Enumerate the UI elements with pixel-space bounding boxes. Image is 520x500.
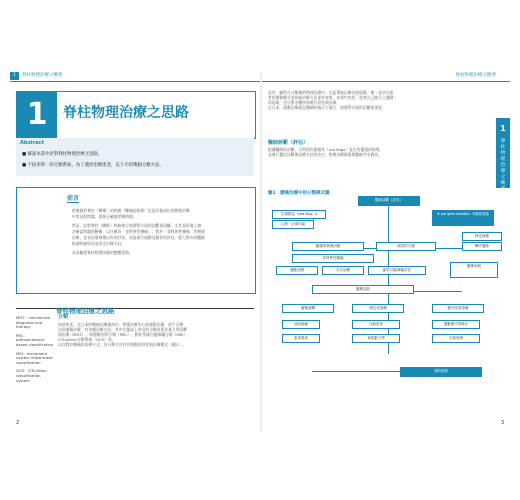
flow-node: 特定病理 [462,232,502,241]
flow-node: 腰痛的物理治療 [292,242,364,251]
abstract-box [16,138,254,176]
flow-node: 腰椎旋轉 [282,304,334,313]
body-line: 並進行鑑別診斷與治療方針的決定，物理治療師需與醫師共享資訊。 [268,152,382,157]
chapter-tag: 1 [10,72,19,80]
flow-node: 神經動力學 [352,334,400,343]
section-title-text: 脊柱物理治療之思路 [56,307,115,315]
flow-node: 手法治療 [322,266,364,275]
flow-node: 心理・社會因素 [272,220,314,229]
flow-node: 動作功能障礙評估 [368,266,426,275]
chapter-title-box [16,91,256,139]
margin-note: PBC：pathoanatomic based classification [16,332,54,347]
subsection-title: 醫師診斷（評估） [268,140,309,146]
flow-node: 患者教育 [282,334,320,343]
running-header [10,72,260,82]
flow-node: 轉介醫師 [462,242,502,251]
chapter-number: 1 [17,92,57,138]
body-text [268,147,493,157]
flow-node: ※ peripheralization 中樞化現象 [432,210,494,226]
intro-box [16,187,256,294]
chapter-side-tab [496,118,510,192]
body-line: 者的運動模式並採取治療方法更有效果。本書中包括「患者自己進行之運動」 [268,95,398,100]
flow-node: 功能改善 [352,320,400,329]
margin-note: MSI：movement system impairment classification [16,350,53,365]
flow-node: 腰椎伸展 [450,262,498,278]
section-title [16,298,254,315]
flow-node: 病因的分類 [376,242,436,251]
side-tab-number: 1 [500,124,506,133]
book-spread [10,72,510,432]
classification-flowchart [272,196,504,408]
body-text [268,90,493,110]
intro-line: 本章解說脊柱物理治療的整體思路。 [72,250,133,255]
intro-line: 治療，並非依靠病理以外的評估，而是進行運動及動作的評估，從力學負荷觀點 [72,235,205,240]
flow-node: 醫師診斷（評估） [358,196,420,206]
flow-node: 自我管理 [432,334,480,343]
flow-node: 非特異性腰痛 [292,254,374,263]
flow-connector [388,204,389,354]
margin-note: OCS：O'Sullivan classification system [16,368,47,383]
left-page [10,72,260,432]
margin-notes [16,316,54,387]
side-tab-text: 脊柱物理治療之概要 [500,139,506,192]
intro-heading: 前言 [67,195,80,202]
chapter-title: 脊柱物理治療之思路 [63,105,189,121]
flow-node: 運動模式的修正 [432,320,480,329]
flow-node: 預防復發 [400,367,482,377]
flow-node: 運動治療 [276,266,318,275]
flow-node: 穩定化訓練 [352,304,404,313]
intro-line: 疼痛源於脊柱（腰椎）的疼痛（腰痛症候群）也是其他部位的物理治療 [72,208,190,213]
running-header [262,72,510,82]
running-header-text: 脊柱物理治療之概要 [22,73,63,78]
flow-node: 動作改善訓練 [432,304,484,313]
intro-line: 然而，針對脊柱（腰椎）疼痛進行病理學方面的診斷很困難，尤其是影像上無 [72,223,202,228]
body-line: 根據醫師的診斷，可判別紅旗徵兆（red flags）是否有嚴重的病理， [268,147,384,152]
body-line: 在日本，運動治療需在醫師的指示下進行，病理學方面的診斷很重要。 [268,105,386,110]
body-line: 的思路，也可對各種疾病進行評估與治療。 [268,100,341,105]
right-page [262,72,510,432]
intro-line: 法確認問題的腰痛，以往稱為「非特異性腰痛」。對於「非特異性腰痛」的物理 [72,229,205,234]
abstract-item: ■ 不採用單一的分類系統，為了適切治療患者，以下介紹幾個分類方法。 [22,163,164,168]
figure-title: 圖1 腰痛治療中的分類模式圖 [268,191,330,196]
flow-node: 腰椎屈曲 [312,285,414,294]
intro-line: 推測疼痛原因並決定治療方針。 [72,241,126,246]
body-line: 如前所述，在日本的腰痛診療指南中，物理治療中心的運動治療，從手法療 [58,322,184,327]
body-line: 以往對於腰痛的治療方式，各分類方法有其相應的評估與治療模式（圖1）。 [58,342,186,347]
body-line: 法到運動治療，有各種治療方法。其中在臨床上常見的分類有麥肯基力學診斷 [58,327,188,332]
intro-line: 中常見的問題，需要正確地掌握病理。 [72,214,137,219]
running-header-text: 脊柱物理治療之概要 [455,73,496,78]
body-line: O'Sullivan分類系統（OCS）等。 [58,337,116,342]
margin-note: MDT：mechanical diagnosis and therapy [16,315,51,330]
page-number: 2 [16,420,20,426]
body-line: 此外，顯然在分類後的物理治療中，比起單純治療各症候群，進一步評估患 [268,90,394,95]
page-number: 3 [500,420,504,426]
body-line: 與治療（MDT）、病理解剖學分類（PBC）、動作系統功能障礙分類（MSI）、 [58,332,191,337]
flow-node: 症狀緩解 [282,320,320,329]
body-text [58,322,248,347]
abstract-item: ■ 解說本書中針對脊柱物理治療之思路。 [22,152,103,157]
flow-node: 紅旗徵兆（red flag）s [272,210,326,219]
subsection-title: 分類 [58,314,69,320]
abstract-heading: Abstract [20,140,45,146]
